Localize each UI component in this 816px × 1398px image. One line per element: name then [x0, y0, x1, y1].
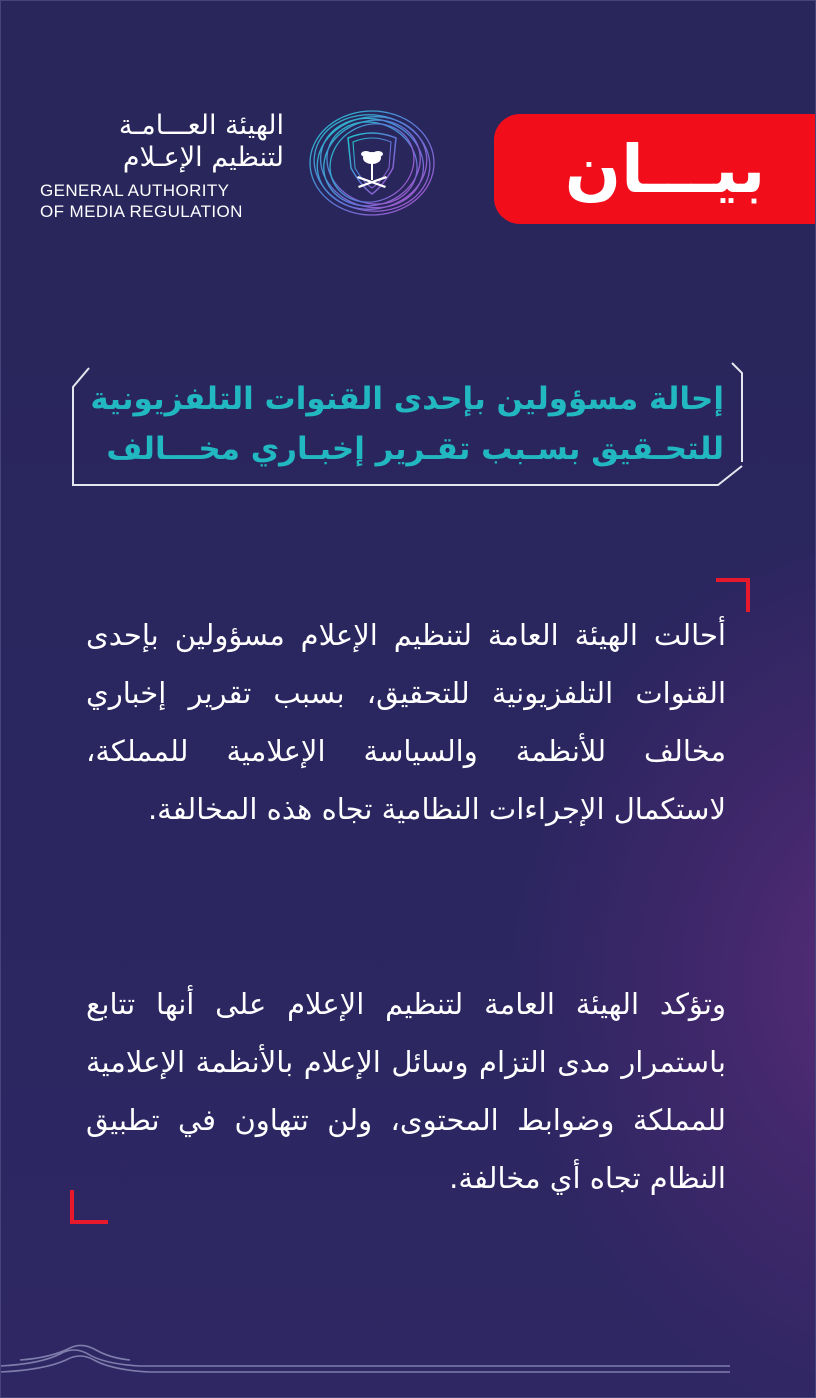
statement-badge-label: بيـــان: [564, 130, 766, 208]
statement-badge: [494, 114, 816, 224]
saudi-emblem-icon: [303, 108, 441, 218]
headline-line-2: للتحـقيق بسـبب تقـرير إخبـاري مخـــالف: [106, 431, 724, 467]
body-paragraph-2: وتؤكد الهيئة العامة لتنظيم الإعلام على أنها تتابع باستمرار مدى التزام وسائل الإعلام بالأنظمة الإعلامية للمملكة وضوابط المحتوى، ولن تتهاون في تطبيق النظام تجاه أي مخالفة.: [86, 987, 726, 1195]
headline-line-1: إحالة مسؤولين بإحدى القنوات التلفزيونية: [90, 381, 724, 417]
headline: [90, 362, 724, 486]
footer-wave-decoration: [0, 1340, 740, 1380]
body-paragraph-1: أحالت الهيئة العامة لتنظيم الإعلام مسؤولين بإحدى القنوات التلفزيونية للتحقيق، بسبب تقرير إخباري مخالف للأنظمة والسياسة الإعلامية للمملكة، لاستكمال الإجراءات النظامية تجاه هذه المخالفة.: [86, 618, 726, 826]
logo-english-line-2: OF MEDIA REGULATION: [40, 202, 243, 221]
authority-logo-text: [40, 110, 284, 222]
logo-arabic-line-1: الهيئة العـــامـة: [118, 110, 284, 141]
logo-arabic-line-2: لتنظيم الإعـلام: [122, 142, 284, 173]
logo-english-line-1: GENERAL AUTHORITY: [40, 181, 230, 200]
